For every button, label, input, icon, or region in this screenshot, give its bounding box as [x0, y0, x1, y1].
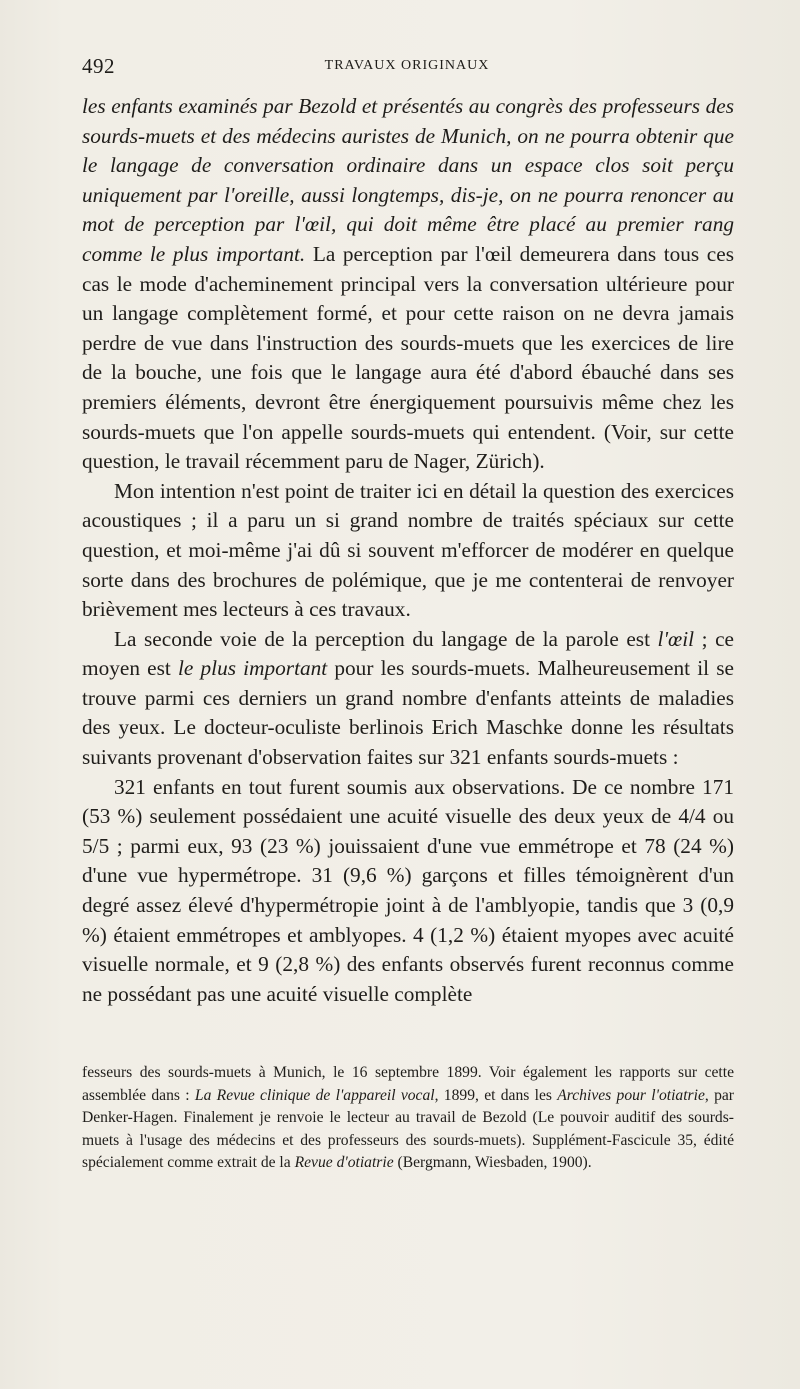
page-number: 492: [82, 54, 115, 78]
paragraph-3-text-b: ; ce moyen est: [82, 626, 734, 681]
footnote-text: [82, 1062, 734, 1175]
paragraph-2: Mon intention n'est point de traiter ici en détail la question des exercices acoustiques ; il a paru un si grand nombre de traités spéciaux sur cette question, et moi-même j'ai dû si souvent m'efforcer de modérer en quelque sorte dans des brochures de polémique, que je me contenterai de renvoyer brièvement mes lecteurs à ces travaux.: [82, 478, 734, 622]
paragraph-4: 321 enfants en tout furent soumis aux observations. De ce nombre 171 (53 %) seulement possédaient une acuité visuelle des deux yeux de 4/4 ou 5/5 ; parmi eux, 93 (23 %) jouissaient d'une vue emmétrope et 78 (24 %) d'une vue hypermétrope. 31 (9,6 %) garçons et filles témoignèrent d'un degré assez élevé d'hypermétropie joint à de l'amblyopie, tandis que 3 (0,9 %) étaient emmétropes et amblyopes. 4 (1,2 %) étaient myopes avec acuité visuelle normale, et 9 (2,8 %) des enfants observés furent reconnus comme ne possédant pas une acuité visuelle complète: [82, 774, 734, 1006]
paragraph-3-italic-b: le plus important: [177, 656, 328, 681]
footnote-text-d: (Bergmann, Wiesbaden, 1900).: [393, 1154, 592, 1172]
footnote-italic-a: La Revue clinique de l'appareil vocal: [194, 1086, 435, 1104]
footnote: [82, 1062, 734, 1175]
paragraph-3-italic-a: l'œil: [657, 626, 695, 651]
page-header: [82, 54, 732, 80]
paragraph-3-text-c: pour les sourds-muets. Malheureusement il se trouve parmi ces derniers un grand nombre d'enfants atteints de maladies des yeux. Le docteur-oculiste berlinois Erich Maschke donne les résultats suivants provenant d'observation faites sur 321 enfants sourds-muets :: [82, 656, 734, 770]
paragraph-1-italic: les enfants examinés par Bezold et présentés au congrès des professeurs des sourds-muets et des médecins auristes de Munich, on ne pourra obtenir que le langage de conversation ordinaire dans un espace clos soit perçu uniquement par l'oreille, aussi longtemps, dis-je, on ne pourra renoncer au mot de perception par l'œil, qui doit même être placé au premier rang comme le plus important.: [82, 94, 734, 266]
footnote-text-a: fesseurs des sourds-muets à Munich, le 16 septembre 1899. Voir également les rapports sur cette assemblée dans :: [82, 1064, 734, 1104]
paragraph-1: [82, 92, 734, 477]
paragraph-1-continued: La perception par l'œil demeurera dans tous ces cas le mode d'acheminement principal vers la conversation ultérieure pour un langage complètement formé, et pour cette raison on ne devra jamais perdre de vue dans l'instruction des sourds-muets que les exercices de lire de la bouche, une fois que le langage aura été d'abord ébauché dans ses premiers éléments, devront être énergiquement poursuivis même chez les sourds-muets que l'on appelle sourds-muets qui entendent. (Voir, sur cette question, le travail récemment paru de Nager, Zürich).: [82, 241, 734, 474]
footnote-italic-c: Revue d'otiatrie: [294, 1154, 394, 1172]
running-head: TRAVAUX ORIGINAUX: [324, 58, 490, 73]
footnote-text-c: , par Denker-Hagen. Finalement je renvoie le lecteur au travail de Bezold (Le pouvoir auditif des sourds-muets à l'usage des médecins et des professeurs des sourds-muets). Supplément-Fascicule 35, édité spécialement comme extrait de la: [82, 1086, 734, 1172]
paragraph-3-text-a: La seconde voie de la perception du langage de la parole est: [114, 626, 658, 651]
main-text: [82, 92, 734, 1009]
footnote-italic-b: Archives pour l'otiatrie: [557, 1086, 705, 1104]
paragraph-3: [82, 625, 734, 773]
footnote-text-b: , 1899, et dans les: [434, 1086, 558, 1104]
